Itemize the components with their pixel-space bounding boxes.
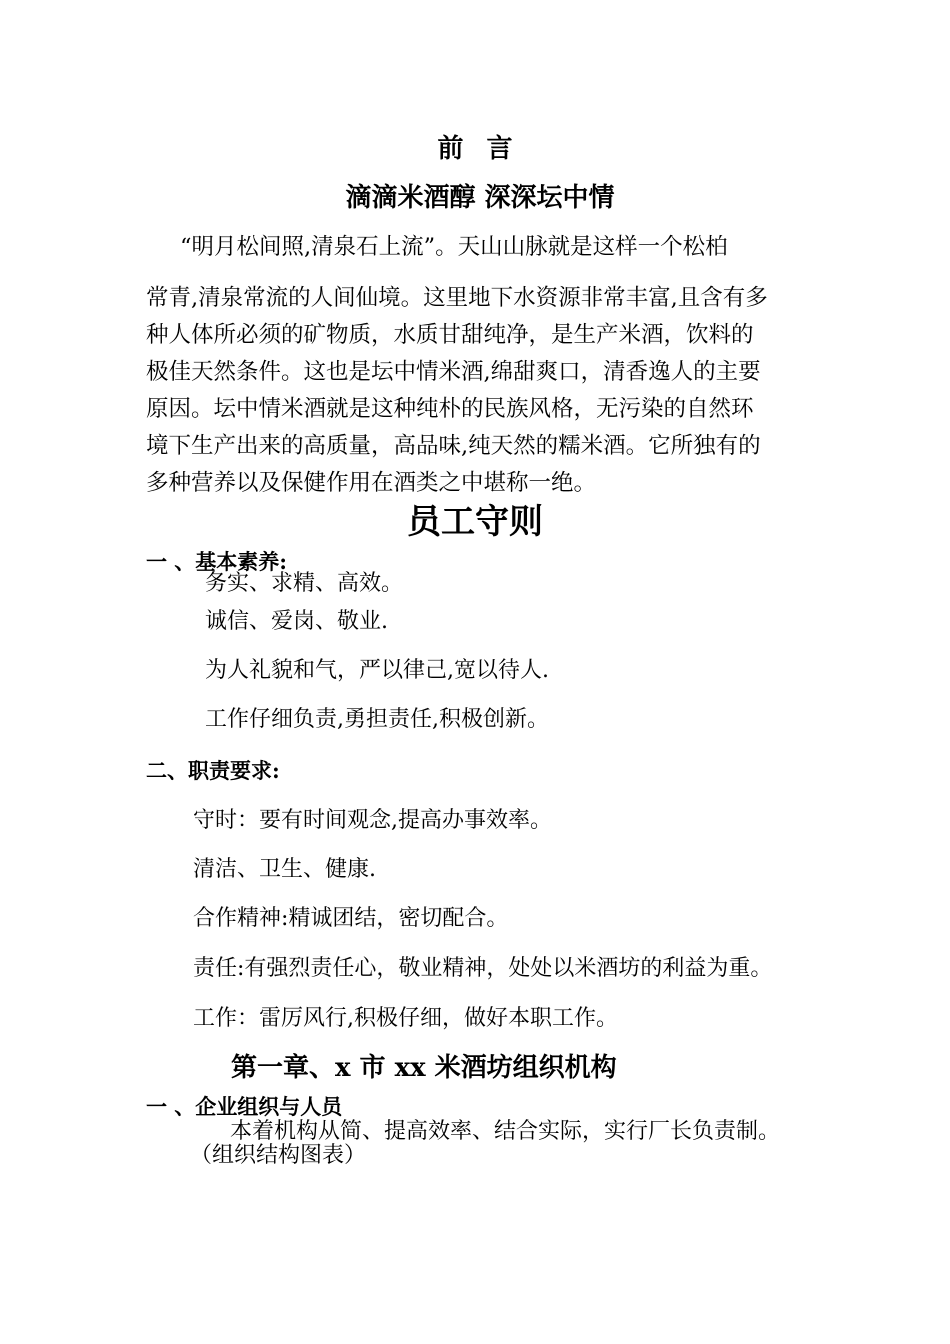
rules-section2-heading: 二、职责要求: <box>146 758 280 783</box>
rules-section1-heading: 一 、基本素养: <box>146 549 288 574</box>
preface-line: “明月松间照,清泉石上流”。天山山脉就是这样一个松柏 <box>180 234 728 260</box>
chapter-title: 第一章、x 市 xx 米酒坊组织机构 <box>231 1053 617 1083</box>
list-item: 责任:有强烈责任心，敬业精神，处处以米酒坊的利益为重。 <box>193 956 773 981</box>
list-item: 合作精神:精诚团结，密切配合。 <box>193 906 509 931</box>
chapter-section1-text: 本着机构从简、提高效率、结合实际，实行厂长负责制。 <box>230 1119 781 1144</box>
preface-line: 极佳天然条件。这也是坛中情米酒,绵甜爽口，清香逸人的主要 <box>146 359 761 385</box>
preface-line: 境下生产出来的高质量，高品味,纯天然的糯米酒。它所独有的 <box>146 433 761 459</box>
list-item: 务实、求精、高效。 <box>205 571 404 596</box>
list-item: 工作：雷厉风行,积极仔细，做好本职工作。 <box>193 1006 618 1031</box>
preface-subtitle: 滴滴米酒醇 深深坛中情 <box>345 183 615 213</box>
list-item: 守时：要有时间观念,提高办事效率。 <box>193 808 552 833</box>
preface-line: 原因。坛中情米酒就是这种纯朴的民族风格，无污染的自然环 <box>146 396 754 422</box>
list-item: 工作仔细负责,勇担责任,积极创新。 <box>205 707 549 732</box>
list-item: 为人礼貌和气，严以律己,宽以待人. <box>205 658 549 683</box>
list-item: 清洁、卫生、健康. <box>193 857 376 882</box>
preface-line: 种人体所必须的矿物质，水质甘甜纯净，是生产米酒，饮料的 <box>146 322 754 348</box>
preface-title: 前 言 <box>437 134 513 164</box>
preface-line: 多种营养以及保健作用在酒类之中堪称一绝。 <box>146 470 597 496</box>
list-item: 诚信、爱岗、敬业. <box>205 609 388 634</box>
rules-title: 员工守则 <box>407 502 543 542</box>
org-chart-note: （组织结构图表） <box>190 1143 367 1168</box>
preface-line: 常青,清泉常流的人间仙境。这里地下水资源非常丰富,且含有多 <box>146 285 768 311</box>
chapter-section1-heading: 一 、企业组织与人员 <box>146 1094 343 1119</box>
